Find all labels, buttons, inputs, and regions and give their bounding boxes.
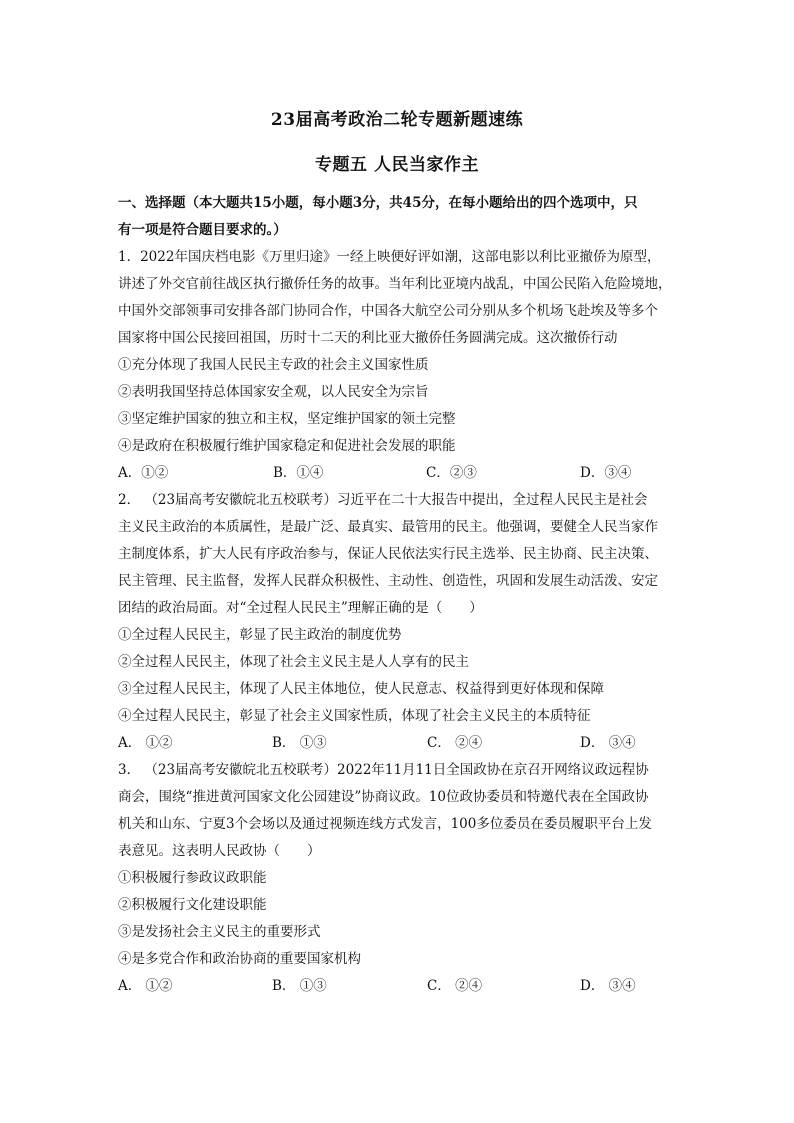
option-b: B．①④ xyxy=(273,465,324,481)
question-stem-line: 国家将中国公民接回祖国，历时十二天的利比亚大撤侨任务圆满完成。这次撤侨行动 xyxy=(118,330,618,346)
statement-item: ②表明我国坚持总体国家安全观，以人民安全为宗旨 xyxy=(118,384,429,400)
option-a: A． ①② xyxy=(118,978,173,994)
question-stem-line: 主义民主政治的本质属性，是最广泛、最真实、最管用的民主。他强调，要健全人民当家作 xyxy=(118,519,658,535)
statement-item: ②积极履行文化建设职能 xyxy=(118,897,267,913)
question-stem-line: 主制度体系，扩大人民有序政治参与，保证人民依法实行民主选举、民主协商、民主决策、 xyxy=(118,546,658,562)
option-a: A．①② xyxy=(118,465,169,481)
option-d: D． ③④ xyxy=(580,735,636,751)
question-stem-line: 讲述了外交官前往战区执行撤侨任务的故事。当年利比亚境内战乱，中国公民陷入危险境地， xyxy=(118,276,672,292)
option-b: B． ①③ xyxy=(272,735,327,751)
question-stem-line: 中国外交部领事司安排各部门协同合作，中国各大航空公司分别从多个机场飞赴埃及等多个 xyxy=(118,303,658,319)
section-heading xyxy=(118,190,678,244)
section-heading-line: 有一项是符合题目要求的。） xyxy=(118,222,287,238)
question-2 xyxy=(118,487,678,757)
document-title: 23届高考政治二轮专题新题速练 xyxy=(270,110,524,130)
question-stem-line: 团结的政治局面。对“全过程人民民主”理解正确的是（ ） xyxy=(118,600,483,616)
answer-options xyxy=(118,460,678,487)
statement-item: ①充分体现了我国人民民主专政的社会主义国家性质 xyxy=(118,357,429,373)
option-b: B． ①③ xyxy=(272,978,327,994)
statement-item: ③坚定维护国家的独立和主权，坚定维护国家的领土完整 xyxy=(118,411,456,427)
statement-item: ①积极履行参政议政职能 xyxy=(118,870,267,886)
document-body xyxy=(118,190,678,1000)
question-stem-line: 3． （23届高考安徽皖北五校联考）2022年11月11日全国政协在京召开网络议政远程协 xyxy=(118,762,649,778)
question-stem-line: 民主管理、民主监督，发挥人民群众积极性、主动性、创造性，巩固和发展生动活泼、安定 xyxy=(118,573,658,589)
question-stem-line: 2． （23届高考安徽皖北五校联考）习近平在二十大报告中提出，全过程人民民主是社会 xyxy=(118,492,648,508)
document-subtitle: 专题五 人民当家作主 xyxy=(315,155,479,175)
option-c: C． ②④ xyxy=(427,978,483,994)
statement-item: ①全过程人民民主，彰显了民主政治的制度优势 xyxy=(118,627,402,643)
answer-options xyxy=(118,973,678,1000)
question-1 xyxy=(118,244,678,487)
statement-item: ③全过程人民民主，体现了人民主体地位，使人民意志、权益得到更好体现和保障 xyxy=(118,681,604,697)
option-a: A． ①② xyxy=(118,735,173,751)
statement-item: ④全过程人民民主，彰显了社会主义国家性质，体现了社会主义民主的本质特征 xyxy=(118,708,591,724)
question-3 xyxy=(118,757,678,1000)
question-stem-line: 商会，围绕“推进黄河国家文化公园建设”协商议政。10位政协委员和特邀代表在全国政协 xyxy=(118,789,649,805)
question-stem-line: 机关和山东、宁夏3个会场以及通过视频连线方式发言，100多位委员在委员履职平台上发 xyxy=(118,816,652,832)
statement-item: ②全过程人民民主，体现了社会主义民主是人人享有的民主 xyxy=(118,654,469,670)
option-c: C． ②④ xyxy=(427,735,483,751)
section-heading-line: 一、选择题（本大题共15小题，每小题3分，共45分，在每小题给出的四个选项中，只 xyxy=(118,195,638,211)
question-stem-line: 表意见。这表明人民政协（ ） xyxy=(118,843,321,859)
answer-options xyxy=(118,730,678,757)
statement-item: ④是政府在积极履行维护国家稳定和促进社会发展的职能 xyxy=(118,438,456,454)
option-c: C．②③ xyxy=(426,465,477,481)
statement-item: ④是多党合作和政治协商的重要国家机构 xyxy=(118,951,361,967)
question-stem-line: 1．2022年国庆档电影《万里归途》一经上映便好评如潮，这部电影以利比亚撤侨为原型， xyxy=(118,249,661,265)
option-d: D．③④ xyxy=(580,465,632,481)
option-d: D． ③④ xyxy=(580,978,636,994)
statement-item: ③是发扬社会主义民主的重要形式 xyxy=(118,924,321,940)
